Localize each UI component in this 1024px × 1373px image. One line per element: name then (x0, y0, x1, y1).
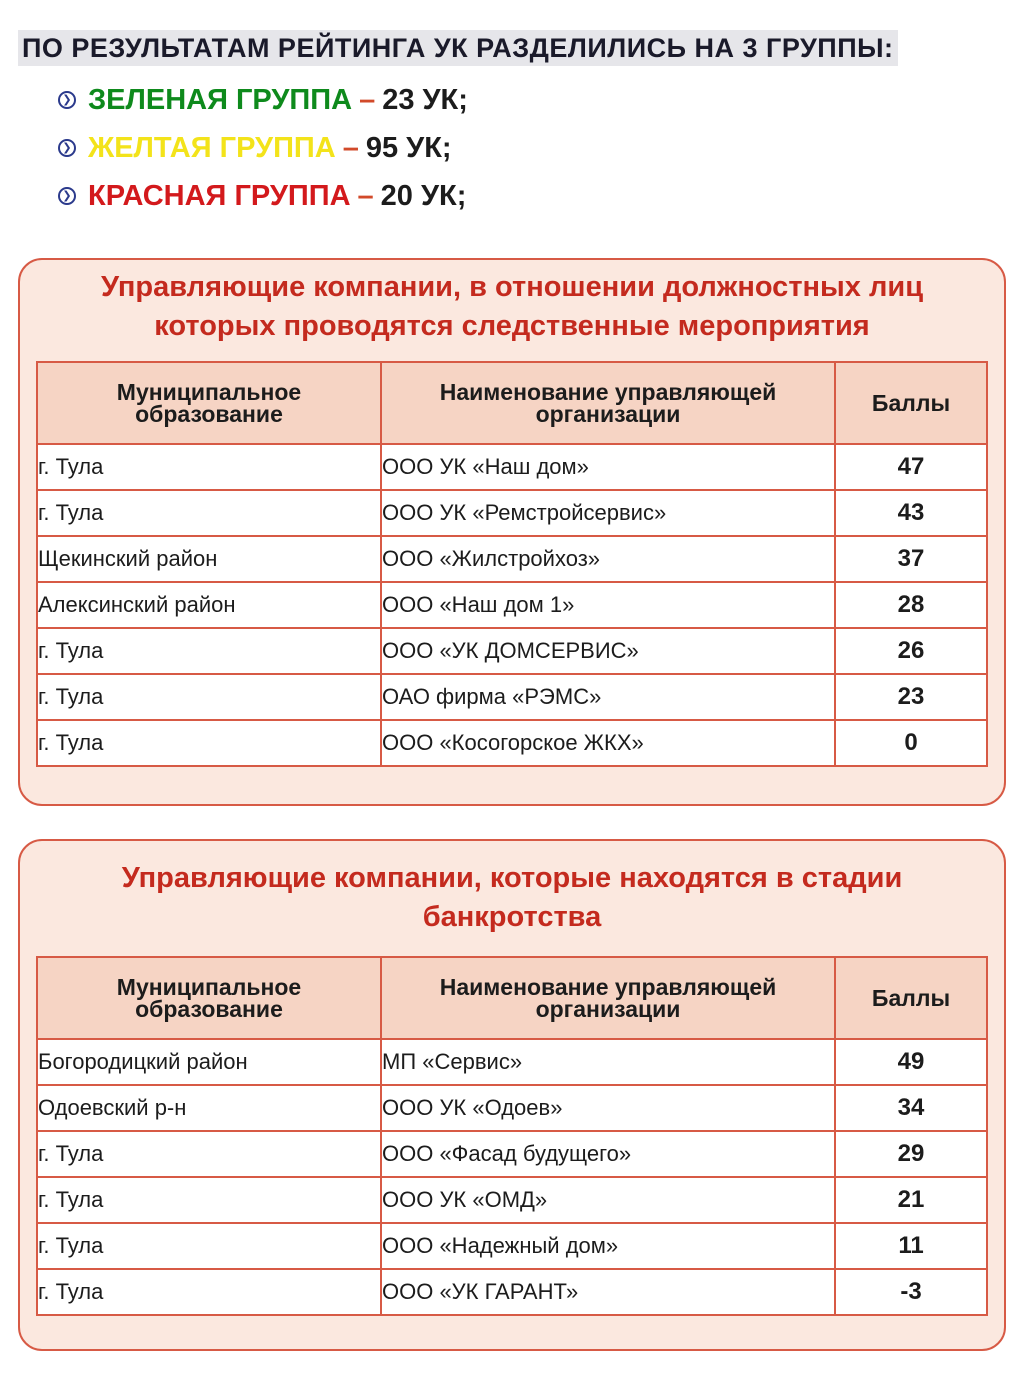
column-header-municipality (37, 362, 381, 444)
group-separator: – (357, 179, 374, 212)
cell-organization: ООО «Жилстройхоз» (381, 536, 835, 582)
page-heading: ПО РЕЗУЛЬТАТАМ РЕЙТИНГА УК РАЗДЕЛИЛИСЬ НА 3 ГРУППЫ: (18, 30, 898, 66)
table-row (37, 720, 987, 766)
cell-municipality: г. Тула (37, 1223, 381, 1269)
card-title-line: Управляющие компании, в отношении должностных лиц (100, 271, 924, 303)
header-line: образование (135, 996, 283, 1022)
arrow-circle-icon: ❯ (58, 139, 76, 157)
header-line: организации (535, 401, 681, 427)
cell-organization: ООО «Наш дом 1» (381, 582, 835, 628)
cell-organization: ОАО фирма «РЭМС» (381, 674, 835, 720)
cell-points: 43 (835, 490, 987, 536)
header-line: Муниципальное (116, 974, 302, 1000)
group-name: ЖЕЛТАЯ ГРУППА (88, 131, 336, 164)
card-title (20, 859, 1004, 937)
cell-points: 34 (835, 1085, 987, 1131)
cell-municipality: г. Тула (37, 720, 381, 766)
table-row (37, 1269, 987, 1315)
investigation-card (18, 258, 1006, 806)
cell-organization: МП «Сервис» (381, 1039, 835, 1085)
cell-organization: ООО УК «Одоев» (381, 1085, 835, 1131)
table-row (37, 1085, 987, 1131)
cell-points: 11 (835, 1223, 987, 1269)
group-item-red (58, 172, 468, 220)
cell-points: 0 (835, 720, 987, 766)
cell-municipality: Богородицкий район (37, 1039, 381, 1085)
group-name: КРАСНАЯ ГРУППА (88, 179, 351, 212)
header-line: Муниципальное (116, 379, 302, 405)
cell-organization: ООО «Надежный дом» (381, 1223, 835, 1269)
table-row (37, 628, 987, 674)
group-count: 20 УК; (380, 179, 467, 212)
table-header-row (37, 362, 987, 444)
bankruptcy-card (18, 839, 1006, 1351)
cell-organization: ООО «УК ГАРАНТ» (381, 1269, 835, 1315)
group-item-green (58, 76, 468, 124)
cell-points: 21 (835, 1177, 987, 1223)
card-title-line: которых проводятся следственные мероприятия (154, 310, 870, 342)
column-header-points: Баллы (835, 957, 987, 1039)
column-header-organization (381, 362, 835, 444)
card-title (20, 268, 1004, 346)
cell-municipality: г. Тула (37, 1131, 381, 1177)
table-row (37, 674, 987, 720)
table-row (37, 1131, 987, 1177)
cell-municipality: г. Тула (37, 674, 381, 720)
cell-points: 29 (835, 1131, 987, 1177)
arrow-circle-icon: ❯ (58, 91, 76, 109)
cell-municipality: Щекинский район (37, 536, 381, 582)
table-row (37, 536, 987, 582)
investigation-table (36, 361, 988, 767)
group-separator: – (359, 83, 376, 116)
cell-points: 47 (835, 444, 987, 490)
cell-points: 49 (835, 1039, 987, 1085)
table-row (37, 1177, 987, 1223)
cell-points: 23 (835, 674, 987, 720)
bankruptcy-table (36, 956, 988, 1316)
table-row (37, 1039, 987, 1085)
cell-municipality: г. Тула (37, 444, 381, 490)
cell-municipality: Алексинский район (37, 582, 381, 628)
cell-municipality: Одоевский р-н (37, 1085, 381, 1131)
cell-points: 28 (835, 582, 987, 628)
cell-municipality: г. Тула (37, 628, 381, 674)
table-row (37, 1223, 987, 1269)
cell-municipality: г. Тула (37, 1177, 381, 1223)
cell-organization: ООО УК «ОМД» (381, 1177, 835, 1223)
cell-municipality: г. Тула (37, 1269, 381, 1315)
arrow-circle-icon: ❯ (58, 187, 76, 205)
column-header-organization (381, 957, 835, 1039)
table-row (37, 490, 987, 536)
column-header-municipality (37, 957, 381, 1039)
cell-points: -3 (835, 1269, 987, 1315)
cell-points: 37 (835, 536, 987, 582)
card-title-line: Управляющие компании, которые находятся в стадии (121, 862, 903, 894)
cell-organization: ООО «Фасад будущего» (381, 1131, 835, 1177)
table-header-row (37, 957, 987, 1039)
group-separator: – (342, 131, 359, 164)
cell-organization: ООО «Косогорское ЖКХ» (381, 720, 835, 766)
group-count: 23 УК; (382, 83, 468, 116)
cell-points: 26 (835, 628, 987, 674)
cell-organization: ООО УК «Ремстройсервис» (381, 490, 835, 536)
header-line: Наименование управляющей (439, 974, 777, 1000)
group-list (58, 76, 468, 220)
card-title-line: банкротства (422, 901, 602, 933)
cell-organization: ООО «УК ДОМСЕРВИС» (381, 628, 835, 674)
header-line: Наименование управляющей (439, 379, 777, 405)
header-line: образование (135, 401, 283, 427)
column-header-points: Баллы (835, 362, 987, 444)
cell-organization: ООО УК «Наш дом» (381, 444, 835, 490)
group-name: ЗЕЛЕНАЯ ГРУППА (88, 83, 353, 116)
group-count: 95 УК; (365, 131, 452, 164)
cell-municipality: г. Тула (37, 490, 381, 536)
group-item-yellow (58, 124, 468, 172)
table-row (37, 582, 987, 628)
table-row (37, 444, 987, 490)
header-line: организации (535, 996, 681, 1022)
